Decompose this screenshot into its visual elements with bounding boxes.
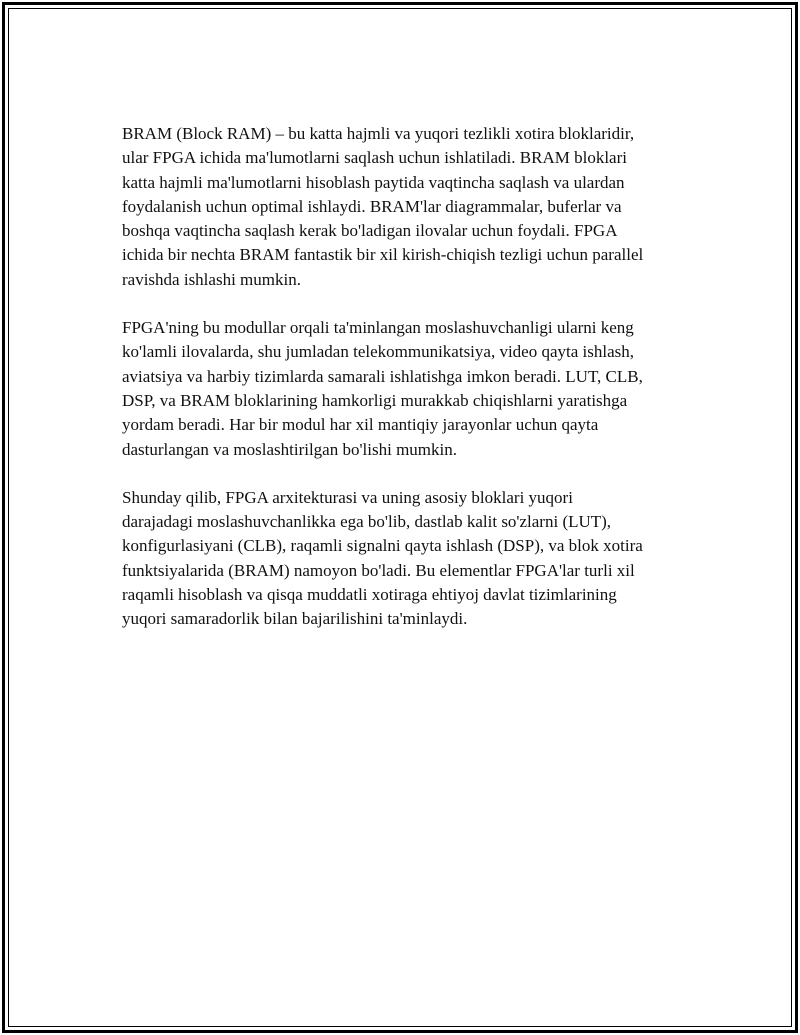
text-line: dasturlangan va moslashtirilgan bo'lishi mumkin. <box>122 439 457 459</box>
text-line: aviatsiya va harbiy tizimlarda samarali ishlatishga imkon beradi. LUT, CLB, <box>122 366 643 386</box>
text-line: boshqa vaqtincha saqlash kerak bo'ladigan ilovalar uchun foydali. FPGA <box>122 221 618 241</box>
text-line: yuqori samaradorlik bilan bajarilishini ta'minlaydi. <box>122 609 468 629</box>
text-line: ko'lamli ilovalarda, shu jumladan telekommunikatsiya, video qayta ishlash, <box>122 342 635 362</box>
text-line: katta hajmli ma'lumotlarni hisoblash paytida vaqtincha saqlash va ulardan <box>122 172 625 192</box>
text-line: raqamli hisoblash va qisqa muddatli xotiraga ehtiyoj davlat tizimlarining <box>122 585 617 605</box>
text-line: konfigurlasiyani (CLB), raqamli signalni qayta ishlash (DSP), va blok xotira <box>122 536 643 556</box>
document-page <box>2 2 798 1033</box>
paragraph-bram-definition <box>122 122 697 292</box>
document-body <box>122 122 697 656</box>
text-line: BRAM (Block RAM) – bu katta hajmli va yuqori tezlikli xotira bloklaridir, <box>122 124 635 143</box>
paragraph-conclusion <box>122 486 697 632</box>
page-border <box>8 8 792 1027</box>
paragraph-fpga-flexibility <box>122 316 697 462</box>
text-line: DSP, va BRAM bloklarining hamkorligi murakkab chiqishlarni yaratishga <box>122 390 628 410</box>
text-line: Shunday qilib, FPGA arxitekturasi va uning asosiy bloklari yuqori <box>122 487 573 507</box>
text-line: darajadagi moslashuvchanlikka ega bo'lib, dastlab kalit so'zlarni (LUT), <box>122 512 612 532</box>
text-line: funktsiyalarida (BRAM) namoyon bo'ladi. Bu elementlar FPGA'lar turli xil <box>122 560 635 580</box>
text-line: FPGA'ning bu modullar orqali ta'minlangan moslashuvchanligi ularni keng <box>122 318 634 338</box>
text-line: ravishda ishlashi mumkin. <box>122 269 301 289</box>
text-line: yordam beradi. Har bir modul har xil mantiqiy jarayonlar uchun qayta <box>122 415 599 435</box>
text-line: ichida bir nechta BRAM fantastik bir xil kirish-chiqish tezligi uchun parallel <box>122 245 644 265</box>
text-line: ular FPGA ichida ma'lumotlarni saqlash uchun ishlatiladi. BRAM bloklari <box>122 148 627 168</box>
text-line: foydalanish uchun optimal ishlaydi. BRAM'lar diagrammalar, buferlar va <box>122 196 622 216</box>
